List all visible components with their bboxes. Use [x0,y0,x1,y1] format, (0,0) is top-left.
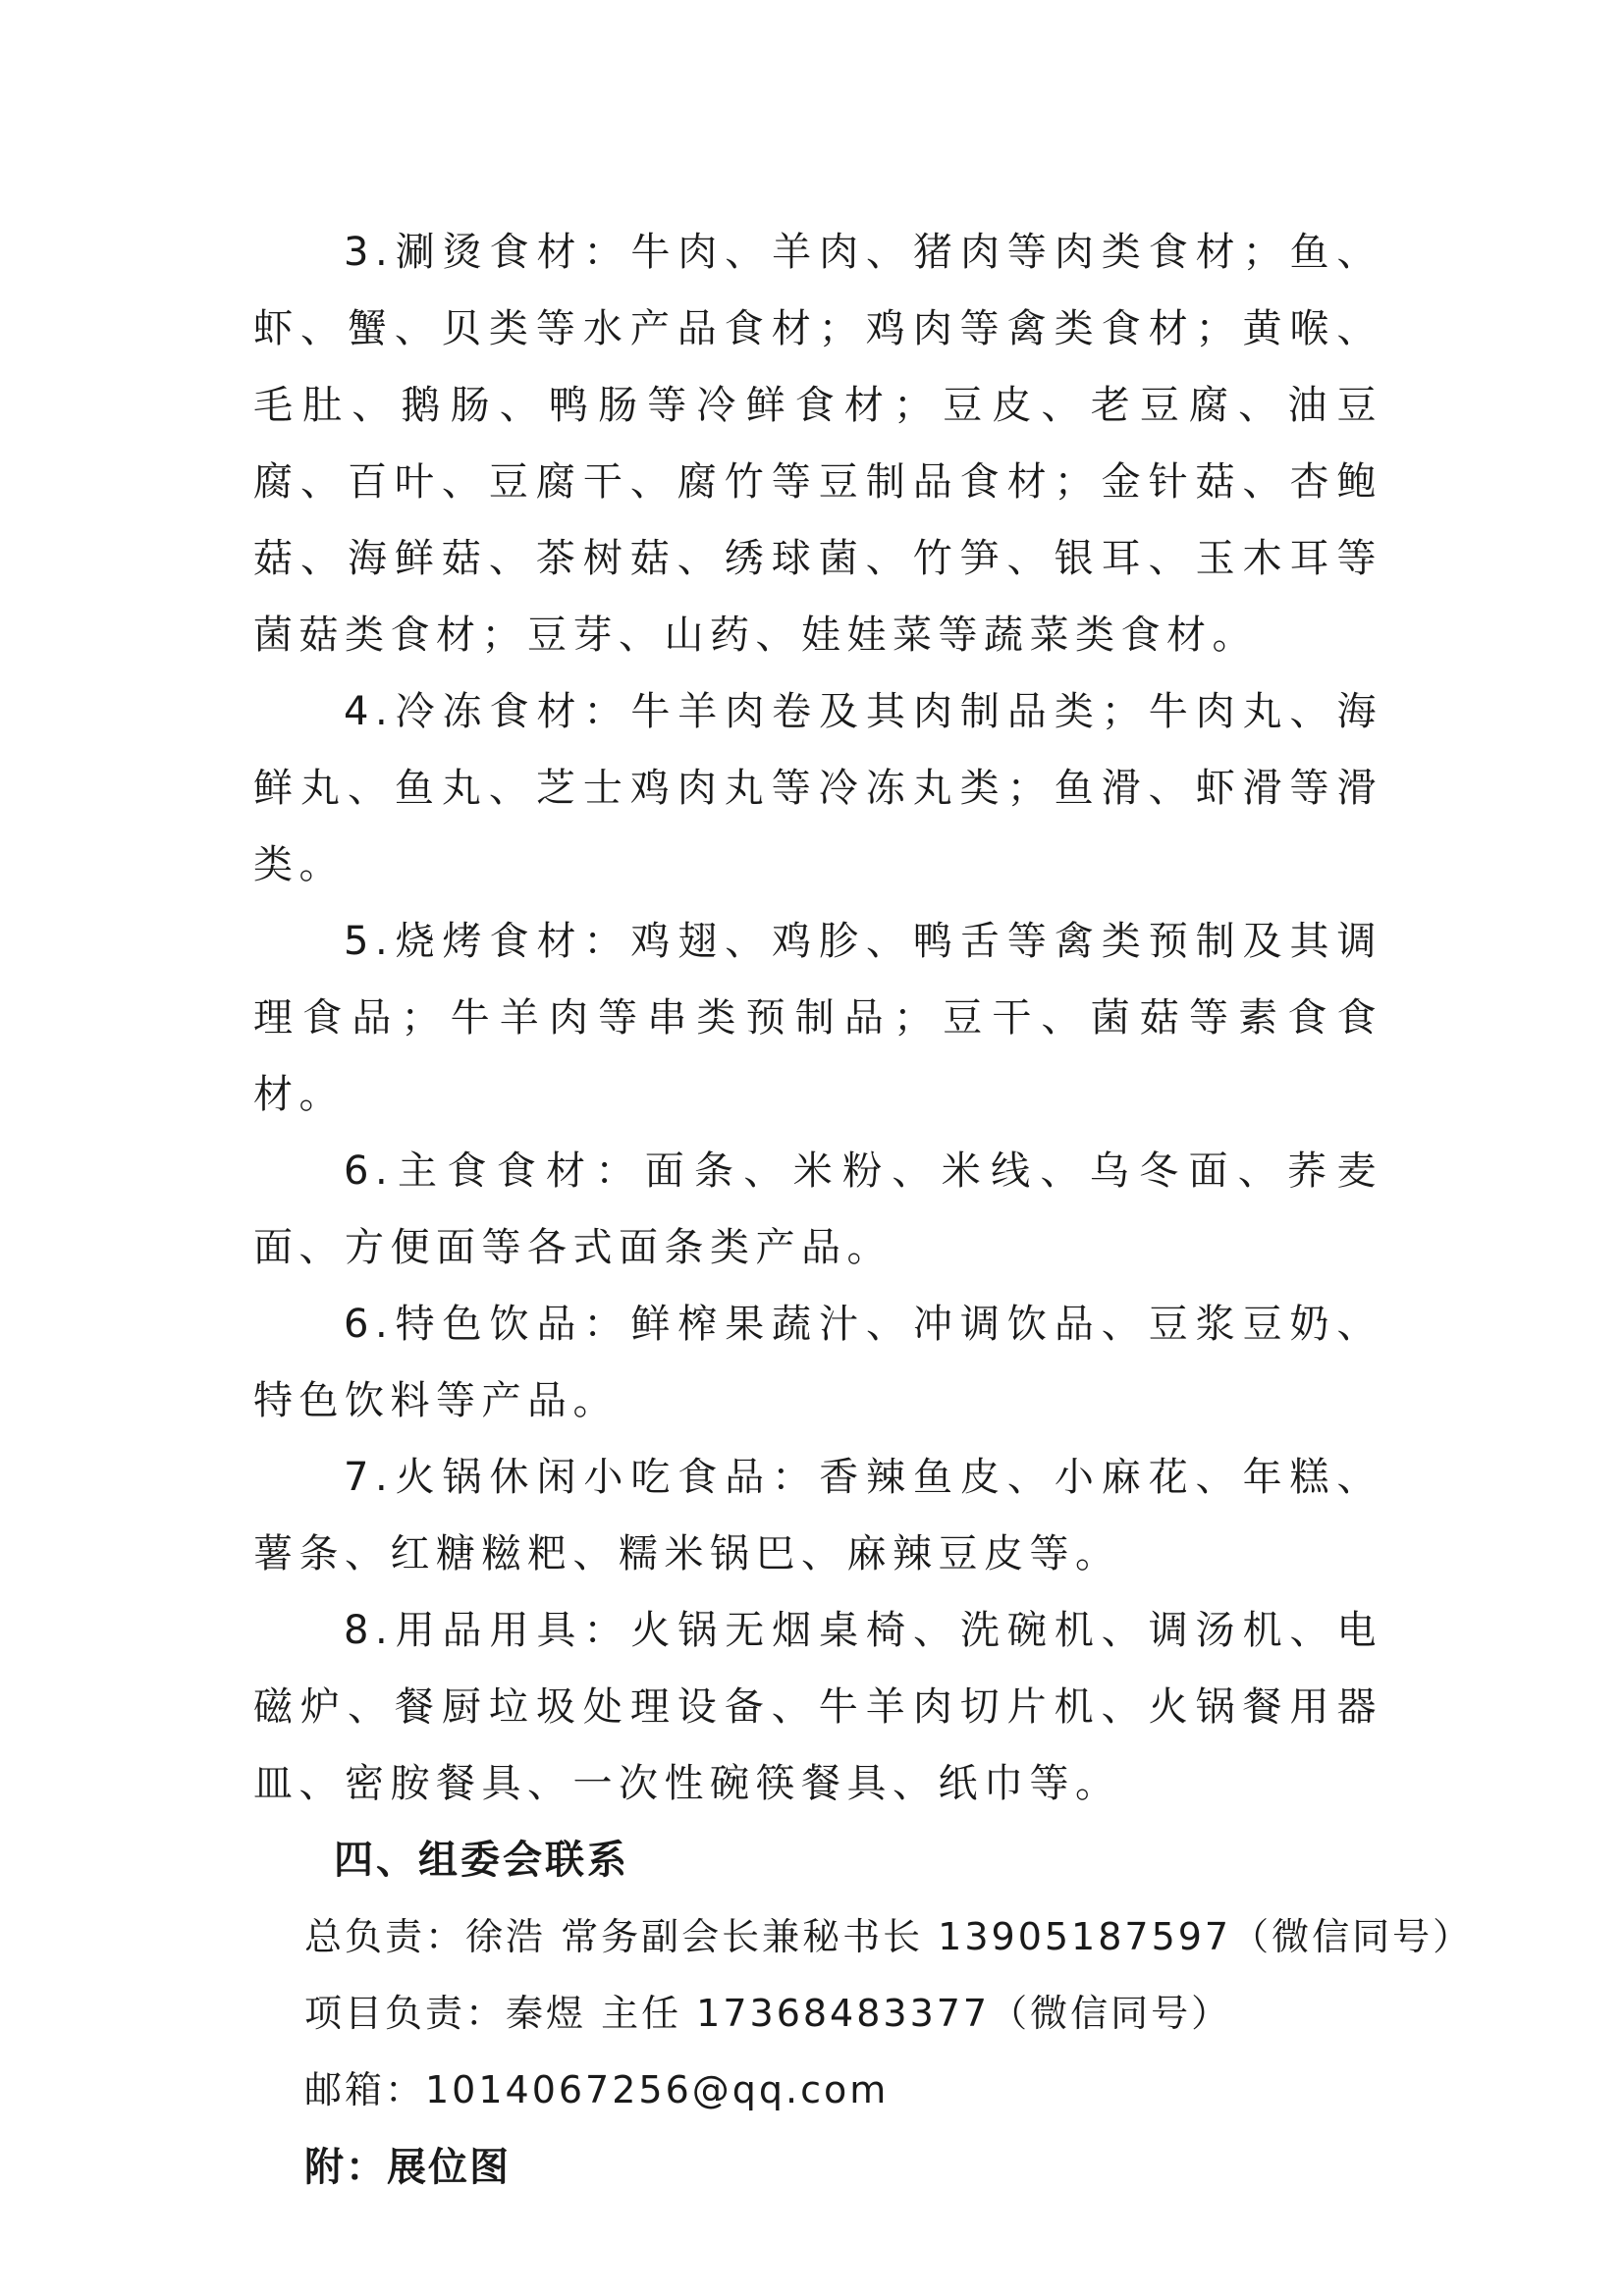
attachment-note: 附：展位图 [304,2145,511,2190]
paragraph-bbq-ingredients: 5.烧烤食材：鸡翅、鸡胗、鸭舌等禽类预制及其调理食品；牛羊肉等串类预制品；豆干、菌菇等素食食材。 [253,919,1382,1117]
section-heading-contact: 四、组委会联系 [334,1838,629,1883]
paragraph-staple-food: 6.主食食材：面条、米粉、米线、乌冬面、荞麦面、方便面等各式面条类产品。 [253,1148,1382,1270]
contact-project-manager: 项目负责：秦煜 主任 17368483377（微信同号） [304,1992,1232,2035]
paragraph-beverages: 6.特色饮品：鲜榨果蔬汁、冲调饮品、豆浆豆奶、特色饮料等产品。 [253,1302,1382,1423]
paragraph-hotpot-ingredients: 3.涮烫食材：牛肉、羊肉、猪肉等肉类食材；鱼、虾、蟹、贝类等水产品食材；鸡肉等禽类食材；黄喉、毛肚、鹅肠、鸭肠等冷鲜食材；豆皮、老豆腐、油豆腐、百叶、豆腐干、腐竹等豆制品食材；金针菇、杏鲍菇、海鲜菇、茶树菇、绣球菌、竹笋、银耳、玉木耳等菌菇类食材；豆芽、山药、娃娃菜等蔬菜类食材。 [253,230,1382,658]
document-body [253,214,1474,2207]
contact-email: 邮箱：1014067256@qq.com [304,2068,890,2111]
contact-general-manager: 总负责：徐浩 常务副会长兼秘书长 13905187597（微信同号） [304,1915,1474,1958]
paragraph-supplies: 8.用品用具：火锅无烟桌椅、洗碗机、调汤机、电磁炉、餐厨垃圾处理设备、牛羊肉切片机、火锅餐用器皿、密胺餐具、一次性碗筷餐具、纸巾等。 [253,1608,1382,1806]
paragraph-snacks: 7.火锅休闲小吃食品：香辣鱼皮、小麻花、年糕、薯条、红糖糍粑、糯米锅巴、麻辣豆皮等。 [253,1455,1382,1576]
paragraph-frozen-ingredients: 4.冷冻食材：牛羊肉卷及其肉制品类；牛肉丸、海鲜丸、鱼丸、芝士鸡肉丸等冷冻丸类；鱼滑、虾滑等滑类。 [253,689,1382,887]
